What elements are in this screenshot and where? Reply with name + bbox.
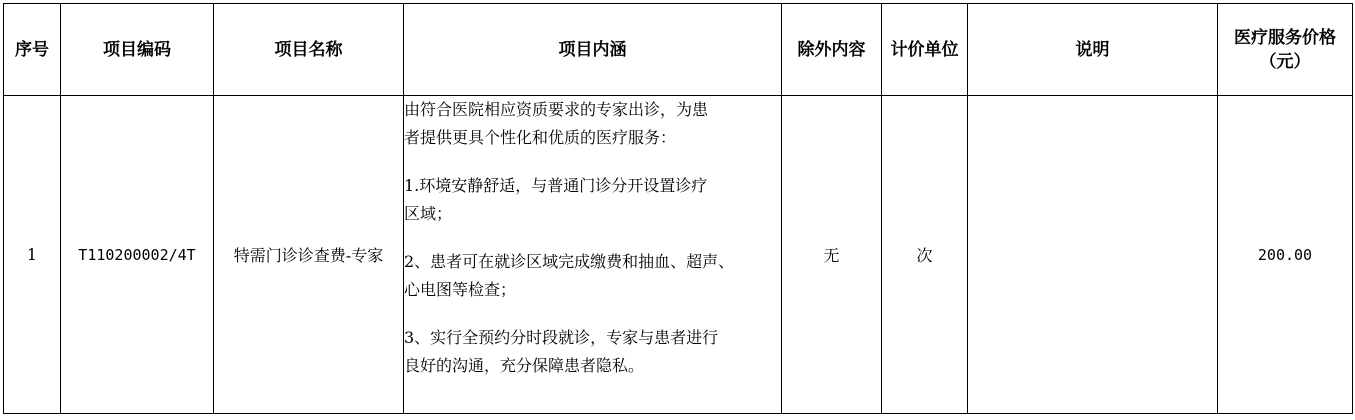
content-intro bbox=[404, 96, 781, 152]
header-name: 项目名称 bbox=[214, 4, 404, 96]
header-excluded: 除外内容 bbox=[782, 4, 882, 96]
cell-content bbox=[404, 96, 782, 414]
content-intro-line1: 由符合医院相应资质要求的专家出诊，为患 bbox=[404, 100, 709, 119]
cell-seq: 1 bbox=[4, 96, 61, 414]
content-item3-line2: 良好的沟通，充分保障患者隐私。 bbox=[404, 356, 645, 375]
content-item3-line1: 3、实行全预约分时段就诊，专家与患者进行 bbox=[404, 328, 719, 347]
cell-name: 特需门诊诊查费-专家 bbox=[214, 96, 404, 414]
header-price-line2: （元） bbox=[1259, 51, 1311, 72]
content-item1-line1: 1.环境安静舒适，与普通门诊分开设置诊疗 bbox=[404, 176, 708, 195]
cell-excluded: 无 bbox=[782, 96, 882, 414]
content-item2-line1: 2、患者可在就诊区域完成缴费和抽血、超声、 bbox=[404, 252, 735, 271]
medical-service-price-table bbox=[3, 3, 1353, 414]
header-unit: 计价单位 bbox=[882, 4, 968, 96]
header-content: 项目内涵 bbox=[404, 4, 782, 96]
cell-note bbox=[968, 96, 1218, 414]
content-item1-line2: 区域； bbox=[404, 204, 453, 223]
header-note: 说明 bbox=[968, 4, 1218, 96]
content-item-1 bbox=[404, 172, 781, 228]
header-code: 项目编码 bbox=[61, 4, 214, 96]
header-row bbox=[4, 4, 1353, 96]
content-item2-line2: 心电图等检查； bbox=[404, 280, 517, 299]
header-seq: 序号 bbox=[4, 4, 61, 96]
cell-code: T110200002/4T bbox=[61, 96, 214, 414]
header-price-line1: 医疗服务价格 bbox=[1234, 27, 1336, 48]
cell-price: 200.00 bbox=[1218, 96, 1353, 414]
table-row bbox=[4, 96, 1353, 414]
header-price bbox=[1218, 4, 1353, 96]
content-item-3 bbox=[404, 324, 781, 380]
cell-unit: 次 bbox=[882, 96, 968, 414]
content-item-2 bbox=[404, 248, 781, 304]
content-intro-line2: 者提供更具个性化和优质的医疗服务： bbox=[404, 128, 677, 147]
